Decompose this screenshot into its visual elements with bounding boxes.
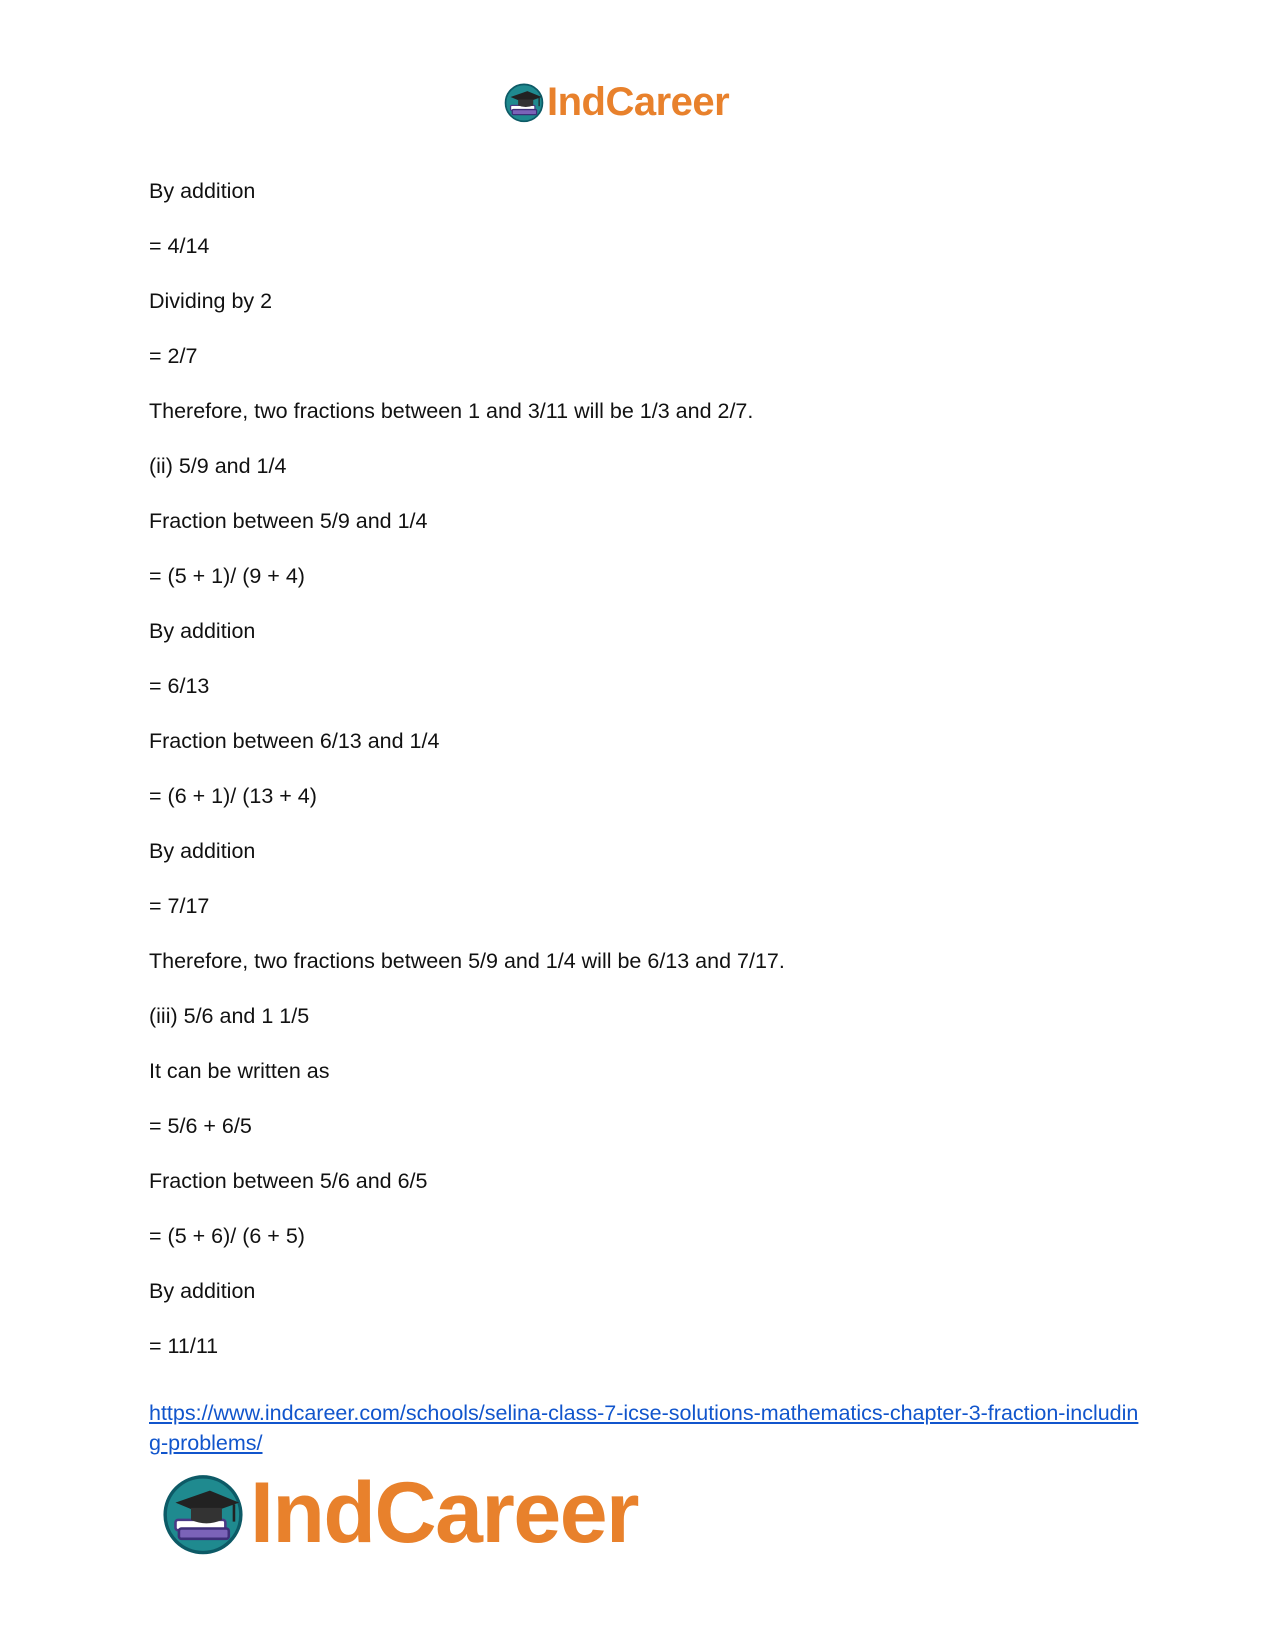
step-line: (ii) 5/9 and 1/4: [149, 454, 287, 478]
solution-steps: [149, 178, 785, 1388]
step-line: Therefore, two fractions between 5/9 and 1/4 will be 6/13 and 7/17.: [149, 949, 785, 973]
step-line: By addition: [149, 179, 256, 203]
step-line: (iii) 5/6 and 1 1/5: [149, 1004, 310, 1028]
logo-wordmark: IndCareer: [250, 1464, 638, 1561]
step-line: Therefore, two fractions between 1 and 3/11 will be 1/3 and 2/7.: [149, 399, 754, 423]
step-line: = 2/7: [149, 344, 198, 368]
step-line: = 7/17: [149, 894, 210, 918]
graduation-cap-books-icon: [503, 81, 545, 123]
step-line: = 4/14: [149, 234, 210, 258]
step-line: = 6/13: [149, 674, 210, 698]
step-line: By addition: [149, 619, 256, 643]
step-line: = (6 + 1)/ (13 + 4): [149, 784, 317, 808]
source-link[interactable]: https://www.indcareer.com/schools/selina-class-7-icse-solutions-mathematics-chapter-3-fraction-including-problems/: [149, 1401, 1139, 1455]
step-line: By addition: [149, 839, 256, 863]
step-line: Fraction between 5/6 and 6/5: [149, 1169, 428, 1193]
footer-logo: [160, 1464, 638, 1561]
step-line: Dividing by 2: [149, 289, 273, 313]
step-line: = (5 + 6)/ (6 + 5): [149, 1224, 305, 1248]
logo-wordmark: IndCareer: [547, 79, 730, 124]
header-logo: [503, 80, 729, 124]
step-line: By addition: [149, 1279, 256, 1303]
step-line: Fraction between 6/13 and 1/4: [149, 729, 440, 753]
graduation-cap-books-icon: [160, 1470, 246, 1556]
step-line: It can be written as: [149, 1059, 330, 1083]
step-line: Fraction between 5/9 and 1/4: [149, 509, 428, 533]
step-line: = (5 + 1)/ (9 + 4): [149, 564, 305, 588]
step-line: = 11/11: [149, 1334, 219, 1358]
step-line: = 5/6 + 6/5: [149, 1114, 252, 1138]
